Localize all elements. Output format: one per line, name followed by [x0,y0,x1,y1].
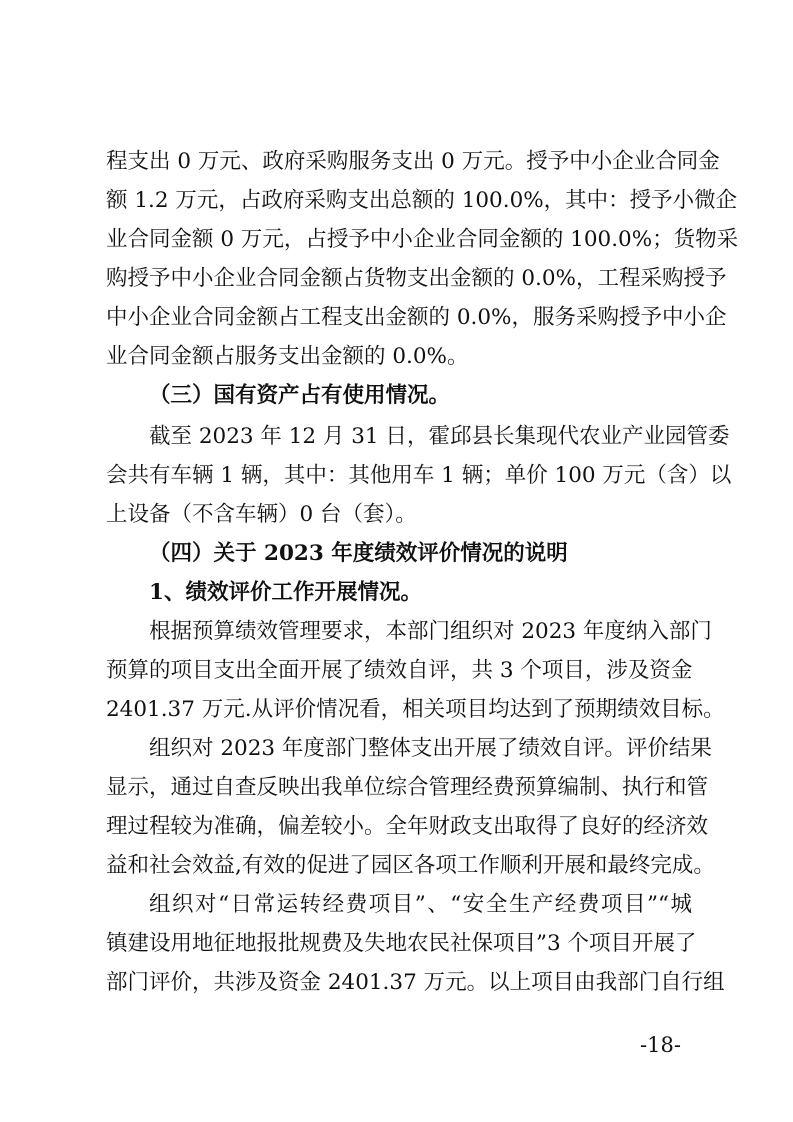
paragraph-line: 部门评价，共涉及资金 2401.37 万元。以上项目由我部门自行组 [106,970,725,995]
paragraph-line: 益和社会效益,有效的促进了园区各项工作顺利开展和最终完成。 [106,853,715,878]
page-number: -18- [640,1033,681,1057]
section-heading: （三）国有资产占有使用情况。 [149,383,451,408]
paragraph-line: 会共有车辆 1 辆，其中：其他用车 1 辆；单价 100 万元（含）以 [106,463,732,488]
paragraph-line: 镇建设用地征地报批规费及失地农民社保项目”3 个项目开展了 [106,931,697,956]
paragraph-line: 2401.37 万元.从评价情况看，相关项目均达到了预期绩效目标。 [106,697,725,722]
paragraph-line: 组织对 2023 年度部门整体支出开展了绩效自评。评价结果 [149,736,712,761]
paragraph-line: 组织对“日常运转经费项目”、“安全生产经费项目”“城 [149,892,692,917]
paragraph-line: 业合同金额占服务支出金额的 0.0%。 [106,344,469,369]
paragraph-line: 中小企业合同金额占工程支出金额的 0.0%，服务采购授予中小企 [106,305,727,330]
section-heading: （四）关于 2023 年度绩效评价情况的说明 [149,541,568,566]
paragraph-line: 额 1.2 万元，占政府采购支出总额的 100.0%，其中：授予小微企 [106,188,738,213]
subsection-heading: 1、绩效评价工作开展情况。 [149,580,422,605]
paragraph-line: 购授予中小企业合同金额占货物支出金额的 0.0%，工程采购授予 [106,266,727,291]
paragraph-line: 上设备（不含车辆）0 台（套）。 [106,502,417,527]
paragraph-line: 预算的项目支出全面开展了绩效自评，共 3 个项目，涉及资金 [106,658,693,683]
paragraph-line: 理过程较为准确，偏差较小。全年财政支出取得了良好的经济效 [106,814,709,839]
paragraph-line: 业合同金额 0 万元，占授予中小企业合同金额的 100.0%；货物采 [106,227,739,252]
paragraph-line: 显示，通过自查反映出我单位综合管理经费预算编制、执行和管 [106,775,709,800]
paragraph-line: 根据预算绩效管理要求，本部门组织对 2023 年度纳入部门 [149,619,712,644]
paragraph-line: 截至 2023 年 12 月 31 日，霍邱县长集现代农业产业园管委 [149,424,730,449]
paragraph-line: 程支出 0 万元、政府采购服务支出 0 万元。授予中小企业合同金 [106,149,720,174]
